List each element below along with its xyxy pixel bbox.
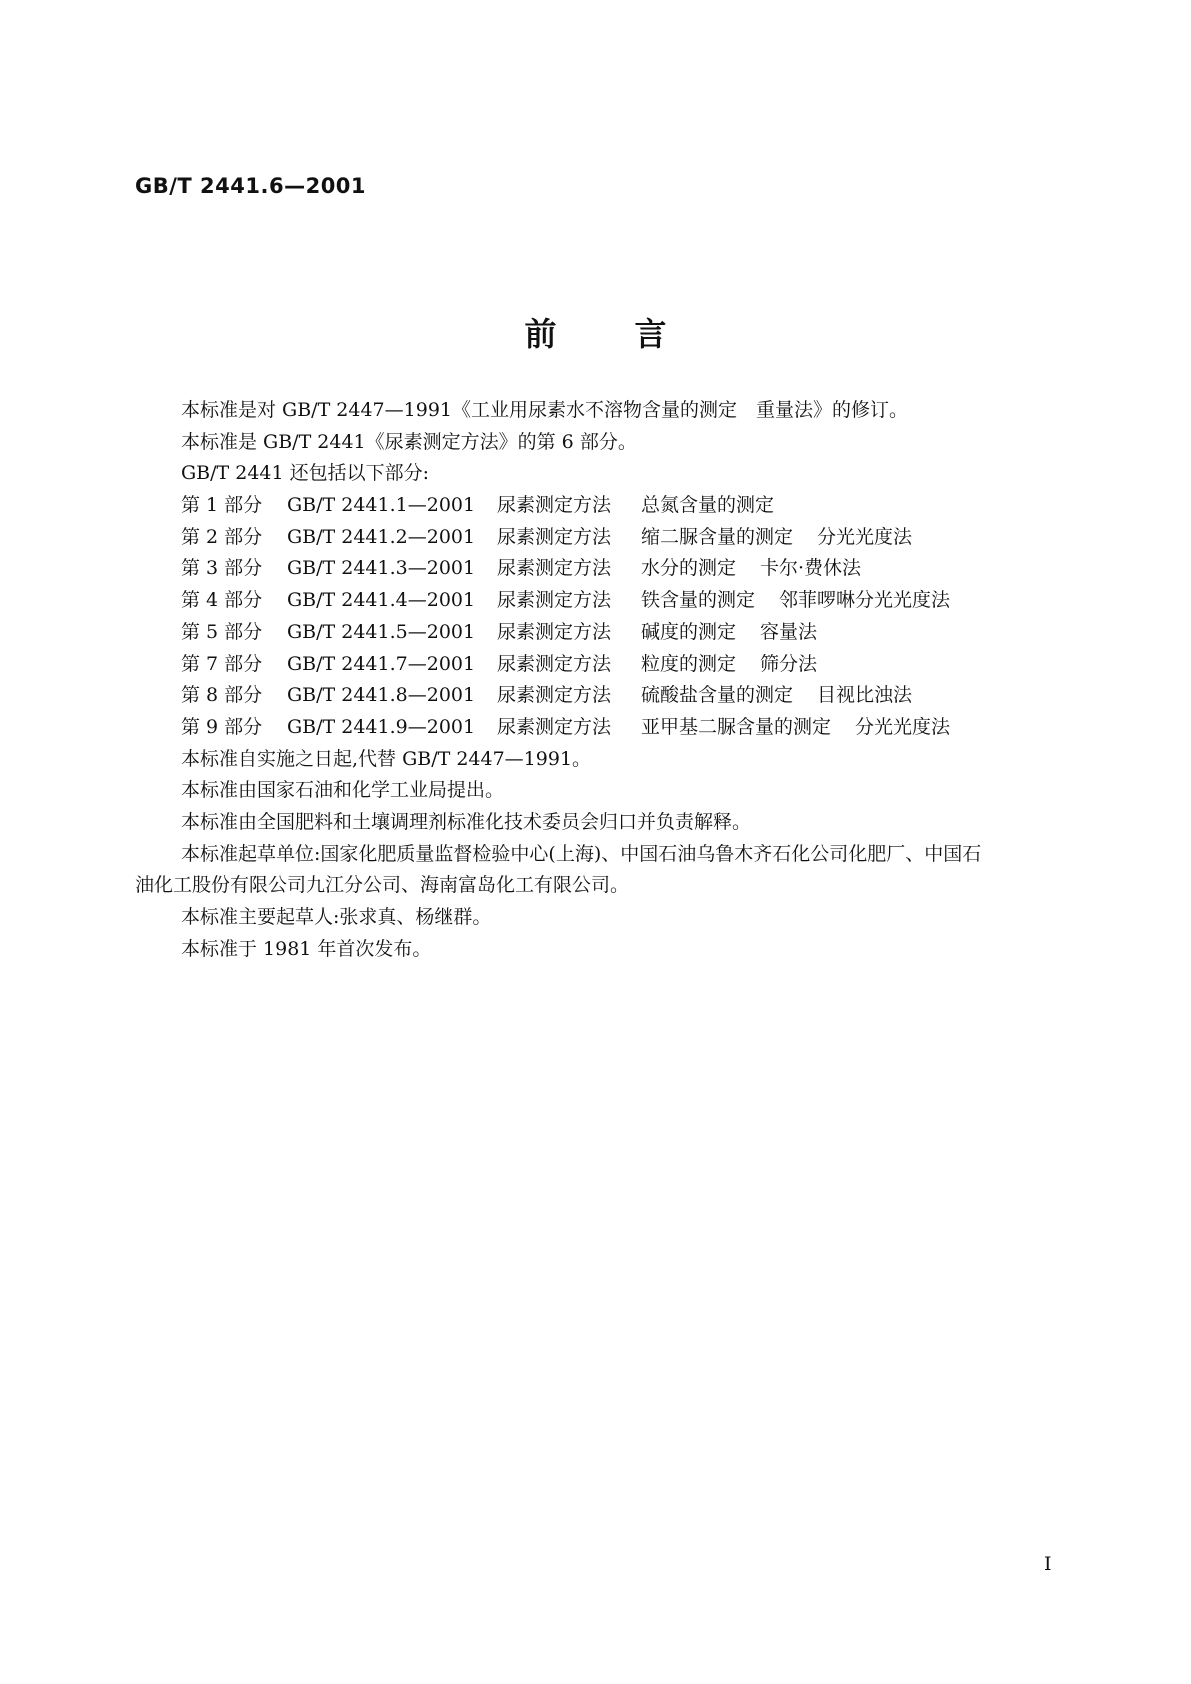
part-method: 尿素测定方法 <box>497 652 612 675</box>
part-subtitle: 卡尔·费休法 <box>760 557 862 580</box>
part-row <box>135 649 1060 681</box>
drafters-statement: 本标准主要起草人:张求真、杨继群。 <box>181 906 492 928</box>
first-issue-statement: 本标准于 1981 年首次发布。 <box>181 937 432 960</box>
part-title: 碱度的测定 <box>641 620 737 643</box>
part-code: GB/T 2441.1—2001 <box>287 494 476 517</box>
part-title: 铁含量的测定 <box>641 589 756 612</box>
drafting-units-line-1: 本标准起草单位:国家化肥质量监督检验中心(上海)、中国石油乌鲁木齐石化公司化肥厂、中国石 <box>181 842 982 865</box>
part-row <box>135 617 1060 649</box>
part-number: 第 3 部分 <box>181 557 263 580</box>
part-row <box>135 712 1060 744</box>
part-title: 硫酸盐含量的测定 <box>641 684 794 707</box>
part-code: GB/T 2441.5—2001 <box>287 620 476 643</box>
part-title: 缩二脲含量的测定 <box>641 525 794 548</box>
responsible-statement: 本标准由全国肥料和土壤调理剂标准化技术委员会归口并负责解释。 <box>181 810 752 833</box>
part-number: 第 4 部分 <box>181 589 263 612</box>
part-row <box>135 522 1060 554</box>
intro-paragraph: 本标准是对 GB/T 2447—1991《工业用尿素水不溶物含量的测定 重量法》的修订。 <box>181 399 909 421</box>
part-subtitle: 分光光度法 <box>855 715 951 738</box>
part-code: GB/T 2441.2—2001 <box>287 525 476 548</box>
part-row <box>135 680 1060 712</box>
part-number: 第 5 部分 <box>181 620 263 643</box>
part-number: 第 2 部分 <box>181 525 263 548</box>
document-body <box>135 395 1060 965</box>
part-number: 第 7 部分 <box>181 652 263 675</box>
part-subtitle: 容量法 <box>760 620 818 643</box>
part-title: 总氮含量的测定 <box>641 494 775 517</box>
part-code: GB/T 2441.8—2001 <box>287 684 476 707</box>
part-title: 水分的测定 <box>641 557 737 580</box>
replace-statement: 本标准自实施之日起,代替 GB/T 2447—1991。 <box>181 747 592 770</box>
drafting-units-line-2: 油化工股份有限公司九江分公司、海南富岛化工有限公司。 <box>135 874 630 897</box>
proposed-statement: 本标准由国家石油和化学工业局提出。 <box>181 779 505 802</box>
part-subtitle: 分光光度法 <box>817 525 913 548</box>
part-title: 亚甲基二脲含量的测定 <box>641 715 832 738</box>
intro-paragraph: 本标准是 GB/T 2441《尿素测定方法》的第 6 部分。 <box>181 430 637 453</box>
part-row <box>135 553 1060 585</box>
part-subtitle: 筛分法 <box>760 652 818 675</box>
part-row <box>135 490 1060 522</box>
parts-list <box>135 490 1060 744</box>
page-title: 前言 <box>524 315 745 353</box>
part-code: GB/T 2441.3—2001 <box>287 557 476 580</box>
part-method: 尿素测定方法 <box>497 525 612 548</box>
part-method: 尿素测定方法 <box>497 620 612 643</box>
part-code: GB/T 2441.7—2001 <box>287 652 476 675</box>
part-method: 尿素测定方法 <box>497 684 612 707</box>
part-subtitle: 邻菲啰啉分光光度法 <box>779 589 951 612</box>
part-code: GB/T 2441.4—2001 <box>287 589 476 612</box>
part-number: 第 1 部分 <box>181 494 263 517</box>
part-number: 第 8 部分 <box>181 684 263 707</box>
intro-paragraph: GB/T 2441 还包括以下部分: <box>181 462 430 485</box>
part-code: GB/T 2441.9—2001 <box>287 715 476 738</box>
part-method: 尿素测定方法 <box>497 557 612 580</box>
part-row <box>135 585 1060 617</box>
standard-code: GB/T 2441.6—2001 <box>135 174 367 198</box>
part-method: 尿素测定方法 <box>497 715 612 738</box>
part-method: 尿素测定方法 <box>497 589 612 612</box>
part-subtitle: 目视比浊法 <box>817 684 913 707</box>
part-method: 尿素测定方法 <box>497 494 612 517</box>
part-title: 粒度的测定 <box>641 652 737 675</box>
page-number: I <box>1044 1553 1052 1575</box>
part-number: 第 9 部分 <box>181 715 263 738</box>
